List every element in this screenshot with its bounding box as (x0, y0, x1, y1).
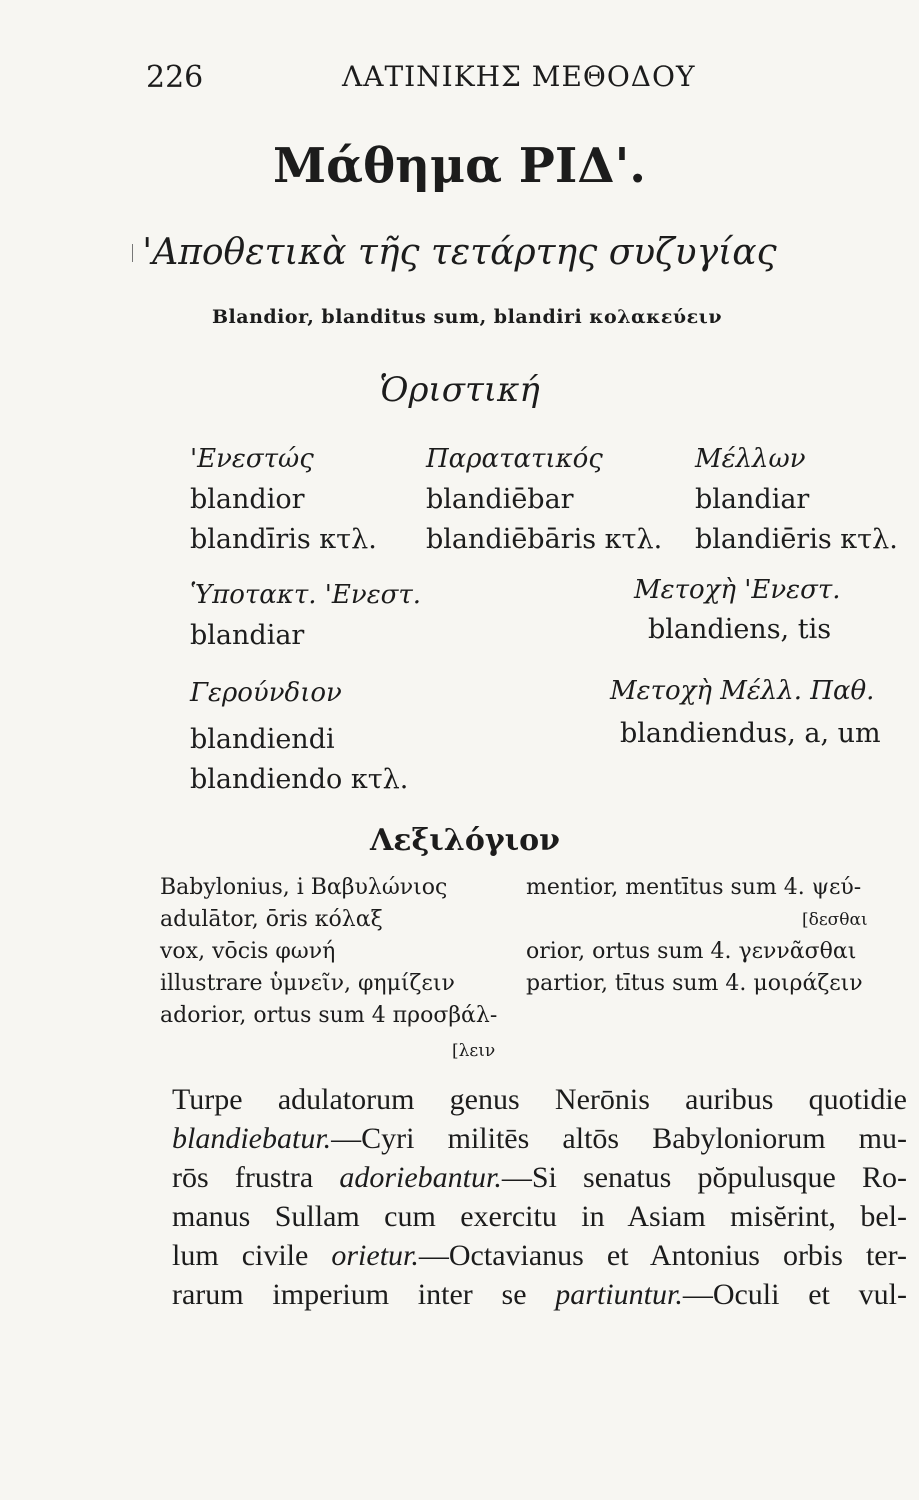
exercise-line (172, 1275, 907, 1314)
vocab-left-2: adulātor, ōris κόλαξ (160, 907, 383, 932)
col-heading-present: 'Ενεστώς (190, 444, 314, 474)
italic-verb: adoriebantur. (339, 1161, 502, 1194)
exercise-paragraph (172, 1080, 907, 1314)
text-run: —Octavianus et Antonius orbis ter- (418, 1239, 907, 1272)
form-present-2: blandīris κτλ. (190, 524, 377, 555)
participle-present-heading: Μετοχὴ 'Ενεστ. (634, 575, 841, 605)
gerund-form-2: blandiendo κτλ. (190, 764, 409, 795)
mood-title: Ὁριστική (379, 370, 540, 410)
form-future-1: blandiar (695, 484, 810, 515)
subjunctive-form: blandiar (190, 620, 305, 651)
text-run: rōs frustra (172, 1161, 340, 1194)
col-heading-imperfect: Παρατατικός (426, 444, 603, 474)
participle-future-heading: Μετοχὴ Μέλλ. Παθ. (610, 676, 875, 706)
text-run: manus Sullam cum exercitu in Asiam misĕrint, bel- (172, 1200, 907, 1233)
form-future-2: blandiēris κτλ. (695, 524, 898, 555)
principal-parts: Blandior, blanditus sum, blandiri κολακεύειν (212, 306, 723, 328)
italic-verb: partiuntur. (555, 1278, 683, 1311)
form-imperfect-2: blandiēbāris κτλ. (426, 524, 663, 555)
participle-future-form: blandiendus, a, um (620, 718, 881, 749)
vocab-left-3: vox, vōcis φωνή (160, 939, 336, 964)
vocab-left-5: adorior, ortus sum 4 προσβάλ- (160, 1003, 498, 1028)
vocab-right-3: orior, ortus sum 4. γεννᾶσθαι (526, 939, 857, 964)
text-run: —Oculi et vul- (682, 1278, 907, 1311)
page-number: 226 (146, 60, 204, 95)
vocab-left-4: illustrare ὑμνεῖν, φημίζειν (160, 971, 455, 996)
exercise-line (172, 1236, 907, 1275)
lesson-title: Μάθημα ΡΙΔ'. (273, 138, 646, 194)
italic-verb: orietur. (331, 1239, 419, 1272)
gerund-form-1: blandiendi (190, 724, 335, 755)
exercise-line (172, 1197, 907, 1236)
vocab-right-1: mentior, mentītus sum 4. ψεύ- (526, 875, 862, 900)
vocab-right-2: [δεσθαι (802, 910, 868, 930)
vocab-left-6: [λειν (452, 1041, 496, 1061)
text-run: lum civile (172, 1239, 332, 1272)
text-run: —Cyri militēs altōs Babyloniorum mu- (331, 1122, 907, 1155)
text-run: rarum imperium inter se (172, 1278, 556, 1311)
col-heading-future: Μέλλων (695, 444, 806, 474)
form-present-1: blandior (190, 484, 305, 515)
subjunctive-heading: Ὑποτακτ. 'Ενεστ. (190, 580, 422, 610)
gerund-heading: Γερούνδιον (190, 678, 342, 708)
exercise-line (172, 1158, 907, 1197)
participle-present-form: blandiens, tis (648, 614, 832, 645)
text-run: Turpe adulatorum genus Nerōnis auribus quotidie (172, 1083, 907, 1116)
lexicon-title: Λεξιλόγιον (370, 823, 560, 858)
form-imperfect-1: blandiēbar (426, 484, 574, 515)
vocab-right-4: partior, tītus sum 4. μοιράζειν (526, 971, 863, 996)
running-title: ΛΑΤΙΝΙΚΗΣ ΜΕΘΟΔΟΥ (342, 60, 696, 93)
exercise-line (172, 1080, 907, 1119)
text-run: —Si senatus pŏpulusque Ro- (501, 1161, 907, 1194)
italic-verb: blandiebatur. (172, 1122, 332, 1155)
exercise-line (172, 1119, 907, 1158)
section-subtitle: 'Αποθετικὰ τῆς τετάρτης συζυγίας (142, 232, 777, 273)
vocab-left-1: Babylonius, i Βαβυλώνιος (160, 875, 448, 900)
